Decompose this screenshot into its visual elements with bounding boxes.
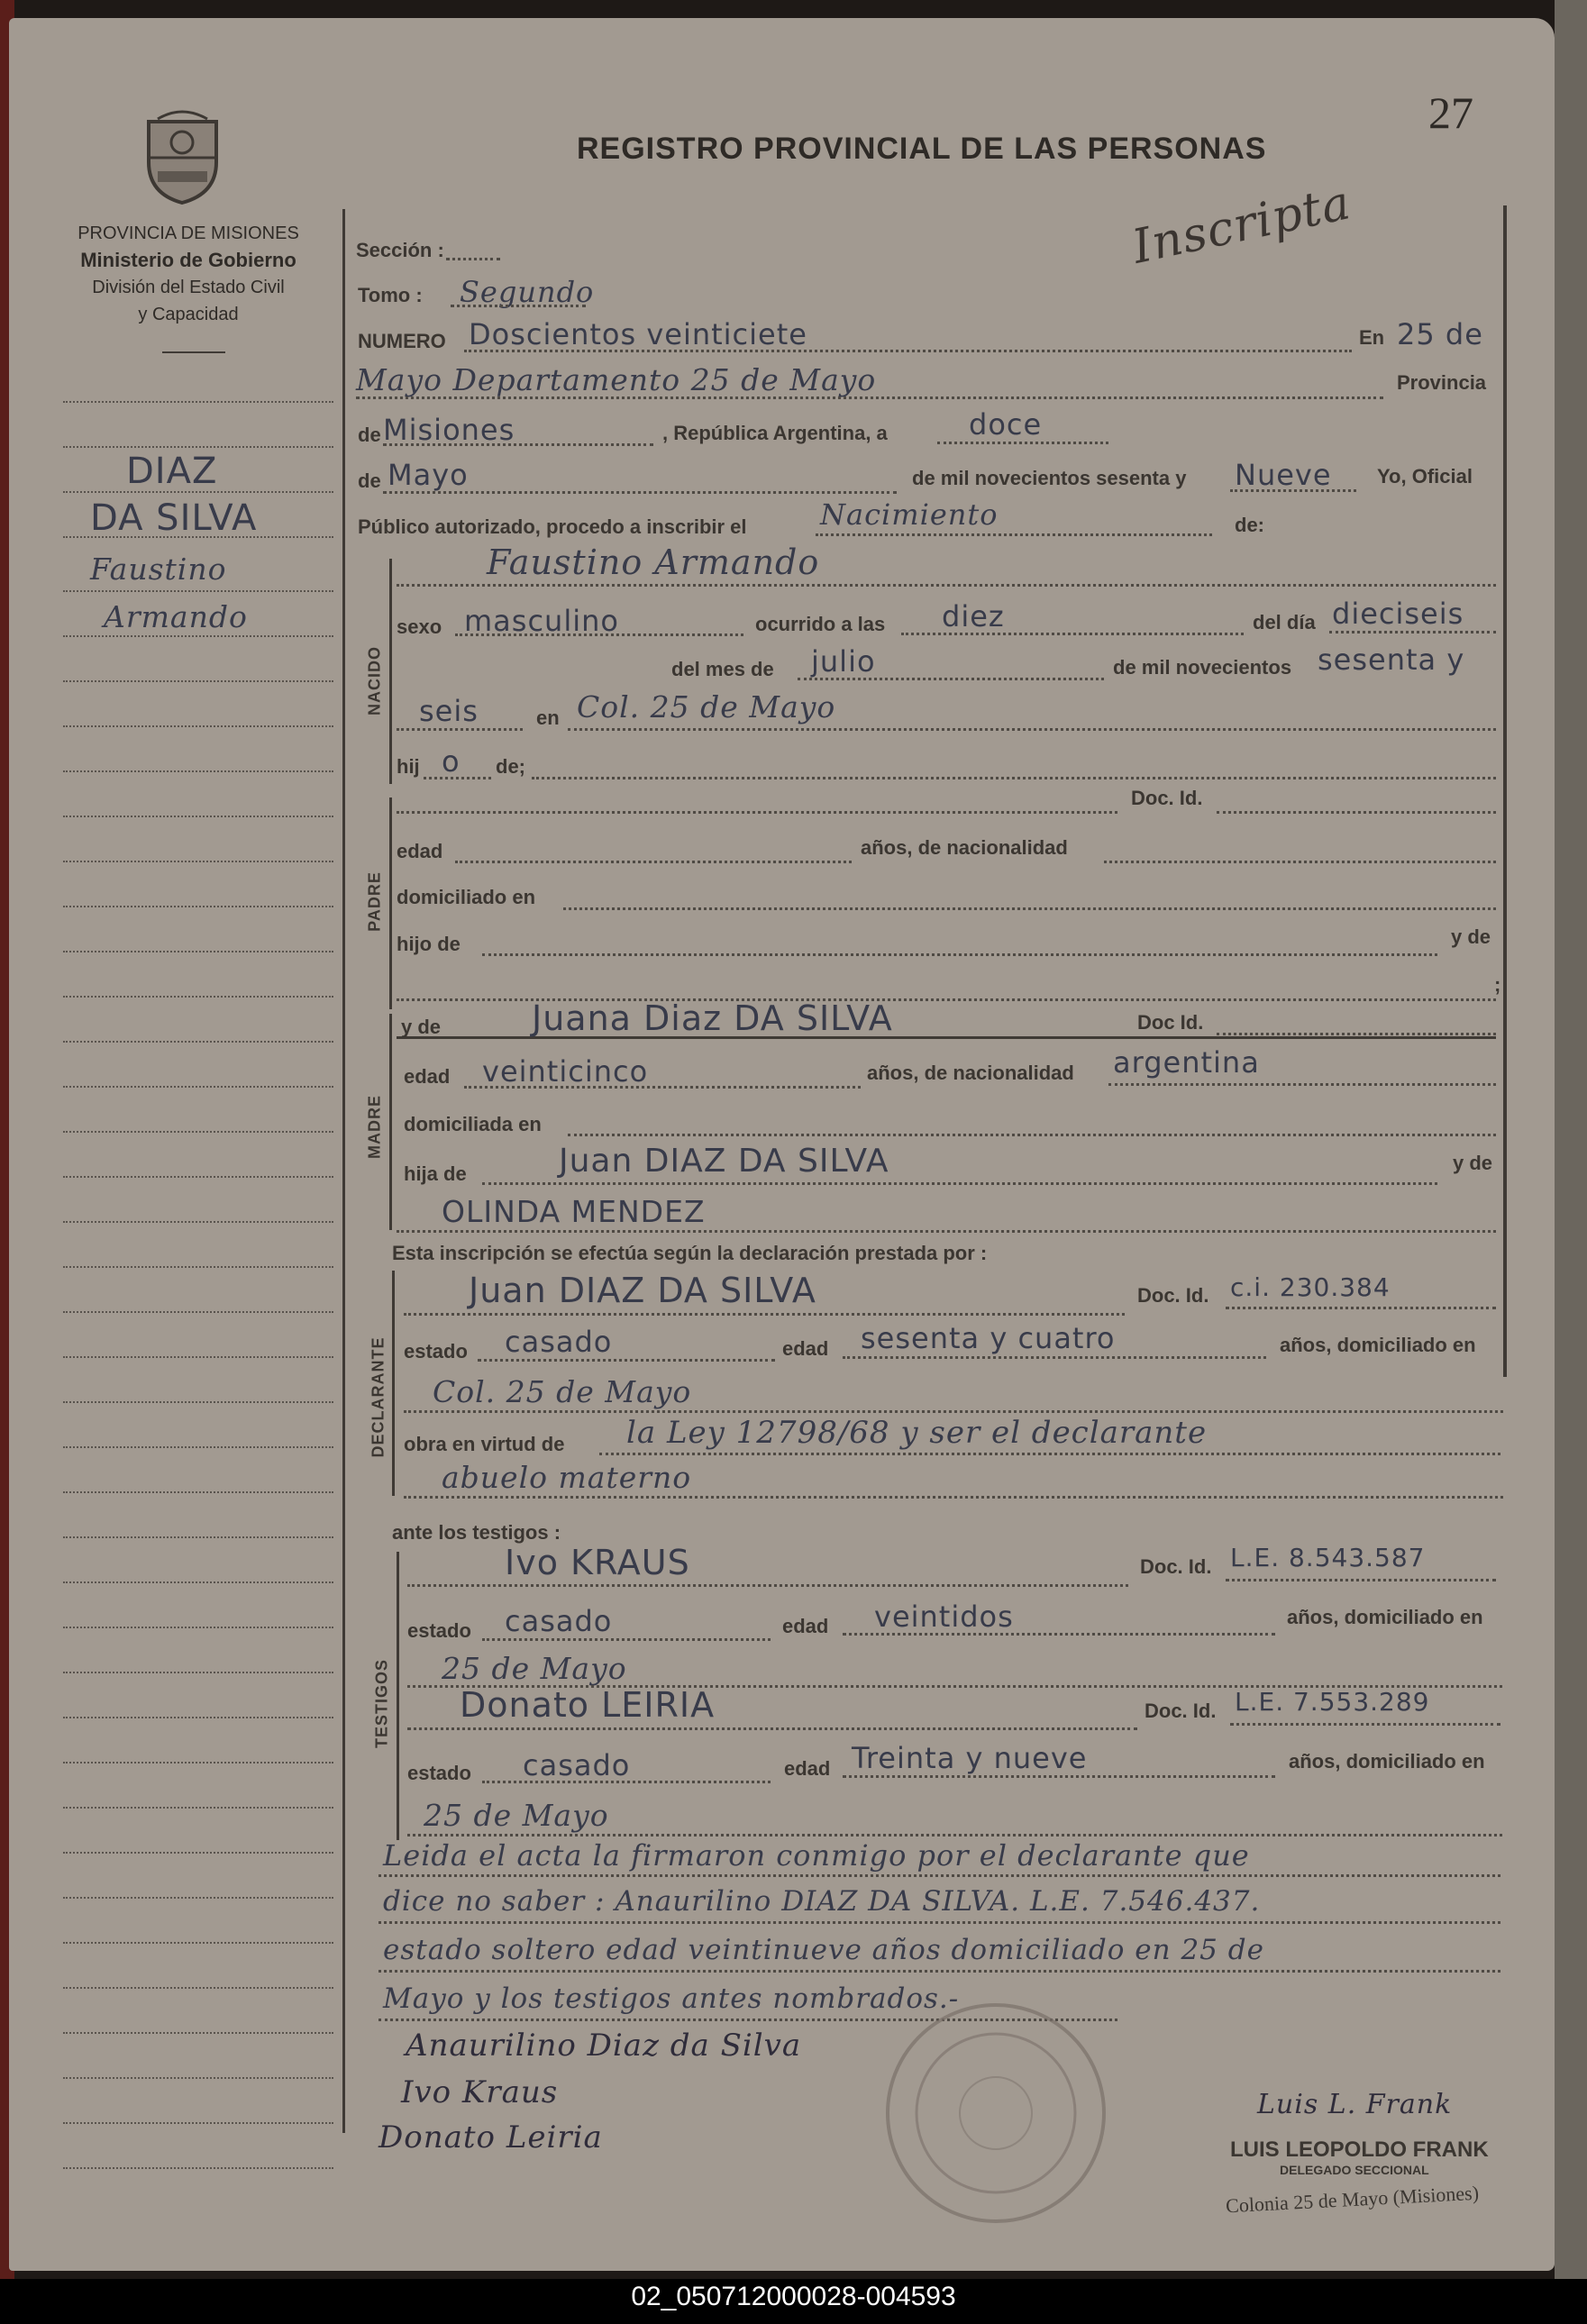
publico-label: Público autorizado, procedo a inscribir el xyxy=(358,515,747,538)
t1-doc-value: L.E. 8.543.587 xyxy=(1230,1543,1426,1572)
padre-semicolon: ; xyxy=(1494,973,1501,996)
padre-bracket xyxy=(389,797,392,1009)
t2-estado-label: estado xyxy=(407,1762,471,1784)
declarante-dom-value: Col. 25 de Mayo xyxy=(433,1374,692,1409)
t1-doc-label: Doc. Id. xyxy=(1140,1555,1212,1578)
hij-line xyxy=(424,777,491,779)
t1-name-line xyxy=(407,1584,1128,1587)
declarante-edad-label: edad xyxy=(782,1337,829,1360)
t2-name-value: Donato LEIRIA xyxy=(460,1685,716,1725)
declarante-estado-value: casado xyxy=(505,1325,613,1359)
signature-witness-2: Donato Leiria xyxy=(379,2119,603,2155)
nacido-bracket xyxy=(389,559,392,784)
place-line xyxy=(356,396,1383,399)
madre-mother-value: OLINDA MENDEZ xyxy=(442,1194,706,1229)
birth-place-line xyxy=(568,728,1496,731)
header-divider xyxy=(162,351,225,353)
nacido-section-label: NACIDO xyxy=(365,646,384,715)
nac-year-label: de mil novecientos xyxy=(1113,656,1292,679)
declarante-dom-label: años, domiciliado en xyxy=(1280,1334,1476,1356)
signature-official: Luis L. Frank xyxy=(1257,2089,1453,2120)
margin-surname-2: DA SILVA xyxy=(90,497,258,539)
page-number: 27 xyxy=(1428,87,1473,138)
t1-estado-value: casado xyxy=(505,1604,613,1638)
madre-section-label: MADRE xyxy=(365,1095,384,1159)
main-frame-left xyxy=(342,209,345,2133)
padre-hijo-label: hijo de xyxy=(397,933,461,955)
obra-value-2: abuelo materno xyxy=(442,1460,692,1495)
declarante-estado-line xyxy=(478,1359,775,1362)
t1-estado-label: estado xyxy=(407,1619,471,1642)
child-name-line xyxy=(397,584,1496,587)
declarante-bracket xyxy=(392,1271,395,1496)
de2-label: de: xyxy=(1235,514,1264,536)
signature-witness-1: Ivo Kraus xyxy=(401,2074,559,2110)
de-label: de xyxy=(358,424,381,446)
signature-declarant: Anaurilino Diaz da Silva xyxy=(406,2028,802,2064)
t2-estado-line xyxy=(482,1781,771,1783)
ministry-label: Ministerio de Gobierno xyxy=(80,249,296,271)
obra-line xyxy=(599,1453,1500,1455)
hij-rest-line xyxy=(532,777,1496,779)
de-month-label: de xyxy=(358,469,381,492)
t2-dom-line xyxy=(407,1834,1502,1836)
padre-section-label: PADRE xyxy=(365,871,384,932)
t1-edad-value: veintidos xyxy=(874,1599,1014,1634)
madre-dom-line xyxy=(568,1134,1496,1136)
testigos-section-label: TESTIGOS xyxy=(372,1659,391,1749)
numero-value: Doscientos veinticiete xyxy=(469,317,807,351)
provincia-label: Provincia xyxy=(1397,371,1487,394)
madre-nac-label: años, de nacionalidad xyxy=(867,1062,1074,1084)
padre-edad-line xyxy=(455,861,852,863)
t2-edad-label: edad xyxy=(784,1757,831,1780)
obra-value: la Ley 12798/68 y ser el declarante xyxy=(626,1415,1208,1451)
page-title: REGISTRO PROVINCIAL DE LAS PERSONAS xyxy=(577,132,1267,166)
day-value: doce xyxy=(969,407,1043,442)
main-frame-right xyxy=(1503,205,1507,1377)
dia-value: dieciseis xyxy=(1332,597,1464,631)
oficial-label: Yo, Oficial xyxy=(1377,465,1473,488)
place-value: Mayo Departamento 25 de Mayo xyxy=(356,362,877,397)
padre-nac-label: años, de nacionalidad xyxy=(861,836,1068,859)
t2-edad-line xyxy=(843,1775,1275,1778)
republica-label: , República Argentina, a xyxy=(662,422,888,444)
t1-estado-line xyxy=(482,1638,771,1641)
padre-dom-label: domiciliado en xyxy=(397,886,536,908)
sexo-value: masculino xyxy=(464,604,619,638)
hour-line xyxy=(901,633,1244,635)
margin-given-name-2: Armando xyxy=(104,599,248,634)
testigos-intro: ante los testigos : xyxy=(392,1521,561,1544)
numero-label: NUMERO xyxy=(358,330,446,352)
declarante-doc-label: Doc. Id. xyxy=(1137,1284,1209,1307)
mother-name-value: Juana Diaz DA SILVA xyxy=(532,998,893,1038)
numero-line xyxy=(464,350,1352,352)
official-seal-icon xyxy=(879,1996,1113,2230)
declarante-dom-line xyxy=(404,1410,1503,1413)
t2-dom-value: 25 de Mayo xyxy=(424,1798,609,1833)
t2-dom-label: años, domiciliado en xyxy=(1289,1750,1485,1773)
padre-doc-label: Doc. Id. xyxy=(1131,787,1203,809)
t1-edad-label: edad xyxy=(782,1615,829,1637)
province-value: Misiones xyxy=(383,413,515,447)
declarante-doc-line xyxy=(1226,1307,1496,1309)
dia-label: del día xyxy=(1253,611,1316,633)
testigos-bracket xyxy=(397,1552,399,1840)
obra-line-2 xyxy=(404,1496,1503,1499)
en-label: En xyxy=(1359,326,1385,349)
declarante-edad-line xyxy=(843,1356,1266,1359)
padre-dom-line xyxy=(563,907,1496,910)
closing-line-1: Leida el acta la firmaron conmigo por el declarante que xyxy=(383,1838,1250,1873)
t2-estado-value: casado xyxy=(523,1748,631,1782)
year-line xyxy=(1230,489,1356,492)
nac-year-value-2: seis xyxy=(419,694,479,728)
inscripta-annotation: Inscripta xyxy=(1127,176,1356,275)
madre-edad-label: edad xyxy=(404,1065,451,1088)
tomo-value: Segundo xyxy=(460,275,595,309)
closing-line-2: dice no saber : Anaurilino DIAZ DA SILVA. L.E. 7.546.437. xyxy=(383,1885,1261,1918)
closing-line-4: Mayo y los testigos antes nombrados.- xyxy=(383,1982,960,2015)
sexo-line xyxy=(455,633,743,636)
madre-yde2-label: y de xyxy=(1453,1152,1493,1174)
t1-dom-label: años, domiciliado en xyxy=(1287,1606,1483,1628)
nac-en-label: en xyxy=(536,706,560,729)
margin-given-name-1: Faustino xyxy=(90,551,227,587)
declarante-edad-value: sesenta y cuatro xyxy=(861,1321,1116,1355)
madre-edad-line xyxy=(464,1086,861,1089)
t1-edad-line xyxy=(843,1633,1275,1636)
page-edge xyxy=(1555,0,1587,2324)
padre-yde-label: y de xyxy=(1451,925,1491,948)
madre-hija-label: hija de xyxy=(404,1162,467,1185)
madre-edad-value: veinticinco xyxy=(482,1054,649,1089)
child-name-value: Faustino Armando xyxy=(487,542,820,582)
dia-line xyxy=(1329,631,1496,633)
madre-bracket xyxy=(389,1014,392,1230)
year-value: Nueve xyxy=(1235,458,1332,492)
province-line xyxy=(383,443,653,446)
division-label: División del Estado Civil xyxy=(92,278,285,297)
capacity-label: y Capacidad xyxy=(138,305,239,324)
padre-name-line xyxy=(397,811,1117,814)
birth-place-value: Col. 25 de Mayo xyxy=(577,689,836,725)
day-line xyxy=(937,442,1108,444)
declarante-estado-label: estado xyxy=(404,1340,468,1363)
hour-value: diez xyxy=(942,599,1005,633)
official-stamp-title: DELEGADO SECCIONAL xyxy=(1280,2163,1429,2177)
declarante-section-label: DECLARANTE xyxy=(369,1336,388,1458)
file-name-label: 02_050712000028-004593 xyxy=(631,2282,956,2311)
madre-mother-line xyxy=(397,1230,1496,1233)
t2-doc-label: Doc. Id. xyxy=(1145,1700,1217,1722)
sexo-label: sexo xyxy=(397,615,442,638)
seccion-label: Sección : xyxy=(356,239,444,261)
tomo-line xyxy=(451,305,586,307)
madre-father-line xyxy=(482,1182,1437,1185)
official-stamp-place: Colonia 25 de Mayo (Misiones) xyxy=(1225,2181,1480,2218)
t2-edad-value: Treinta y nueve xyxy=(852,1741,1088,1775)
seccion-line xyxy=(446,258,500,260)
margin-surname-1: DIAZ xyxy=(126,451,218,492)
obra-label: obra en virtud de xyxy=(404,1433,565,1455)
nac-year-line-2 xyxy=(397,728,523,731)
tomo-label: Tomo : xyxy=(358,284,423,306)
padre-hijo-line xyxy=(482,953,1437,956)
declarante-name-value: Juan DIAZ DA SILVA xyxy=(469,1271,816,1310)
madre-dom-label: domiciliada en xyxy=(404,1113,542,1135)
t1-name-value: Ivo KRAUS xyxy=(505,1543,690,1582)
declarante-doc-value: c.i. 230.384 xyxy=(1230,1272,1391,1302)
t2-name-line xyxy=(407,1727,1137,1730)
ocurrido-label: ocurrido a las xyxy=(755,613,886,635)
padre-nac-line xyxy=(1104,861,1496,863)
month-line xyxy=(383,491,897,494)
closing-line-3: estado soltero edad veintinueve años domiciliado en 25 de xyxy=(383,1934,1264,1966)
en-value: 25 de xyxy=(1397,317,1483,351)
mes-value: julio xyxy=(811,644,876,679)
act-line xyxy=(816,533,1212,536)
mes-line xyxy=(798,678,1104,680)
hij-value: o xyxy=(442,744,461,779)
t2-doc-line xyxy=(1230,1723,1500,1726)
province-label: PROVINCIA DE MISIONES xyxy=(78,223,299,243)
official-stamp-name: LUIS LEOPOLDO FRANK xyxy=(1230,2137,1489,2162)
act-value: Nacimiento xyxy=(820,497,999,532)
t1-dom-value: 25 de Mayo xyxy=(442,1651,627,1686)
padre-edad-label: edad xyxy=(397,840,443,862)
hij-de-label: de; xyxy=(496,755,525,778)
declarante-name-line xyxy=(404,1313,1125,1316)
t1-doc-line xyxy=(1226,1579,1496,1581)
year-label: de mil novecientos sesenta y xyxy=(912,467,1187,489)
madre-nac-value: argentina xyxy=(1113,1045,1260,1080)
padre-doc-line xyxy=(1217,811,1496,814)
madre-yde-label: y de xyxy=(401,1016,442,1038)
hij-label: hij xyxy=(397,755,420,778)
declaracion-intro: Esta inscripción se efectúa según la declaración prestada por : xyxy=(392,1242,988,1264)
province-crest-icon xyxy=(140,108,225,207)
month-value: Mayo xyxy=(388,458,469,492)
madre-father-value: Juan DIAZ DA SILVA xyxy=(559,1143,889,1180)
madre-nac-line xyxy=(1108,1083,1496,1086)
madre-doc-label: Doc Id. xyxy=(1137,1011,1204,1034)
mes-label: del mes de xyxy=(671,658,774,680)
madre-doc-line xyxy=(1217,1033,1496,1035)
nac-year-value: sesenta y xyxy=(1318,643,1465,677)
t2-doc-value: L.E. 7.553.289 xyxy=(1235,1687,1430,1717)
